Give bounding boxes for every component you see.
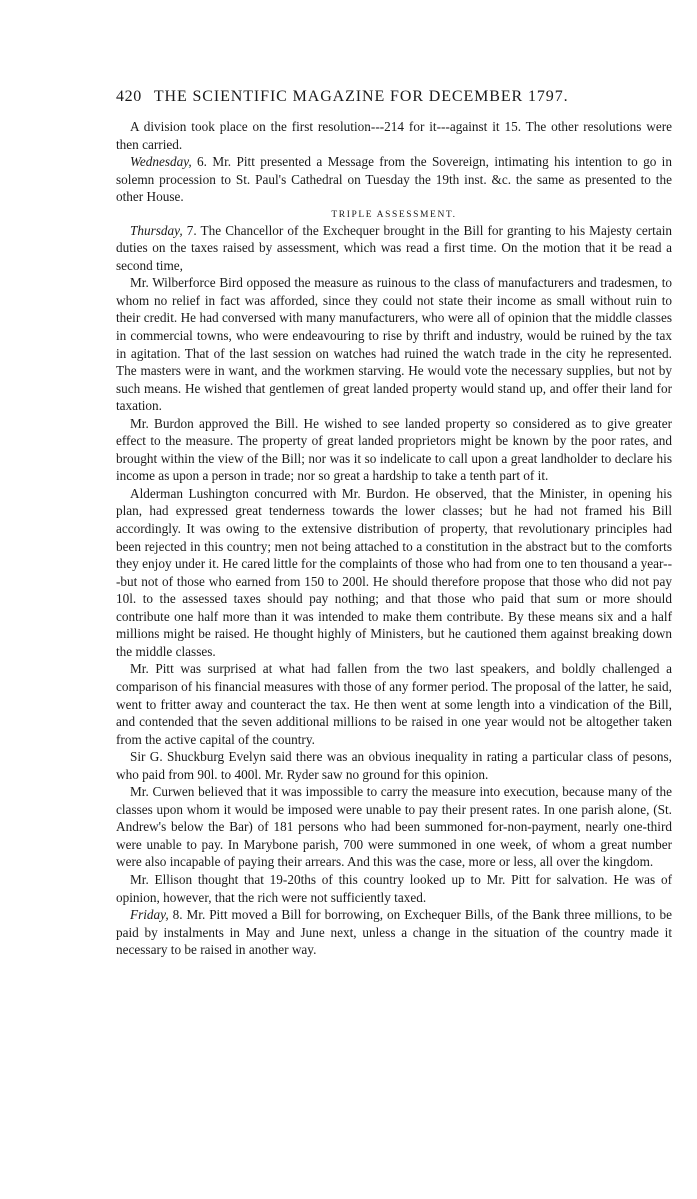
paragraph-curwen: Mr. Curwen believed that it was impossible to carry the measure into execution, because many of the classes upon whom it would be imposed were unable to pay their present rates. In one parish alone, (St. Andrew's below the Bar) of 181 persons who had been summoned for-non-payment, nearly one-third were unable to pay. In Marybone parish, 700 were summoned in one week, of whom a great number were also incapable of paying their arrears. And this was the case, more or less, all over the kingdom. (116, 784, 672, 870)
article-body (116, 118, 672, 959)
paragraph-thursday: Thursday, 7. The Chancellor of the Exchequer brought in the Bill for granting to his Majesty certain duties on the taxes raised by assessment, which was read a first time. On the motion that it be read a second time, (116, 222, 672, 273)
page-number: 420 (116, 88, 142, 105)
date-label: Wednesday, (130, 154, 192, 170)
section-heading: TRIPLE ASSESSMENT. (331, 209, 457, 220)
paragraph-pitt: Mr. Pitt was surprised at what had fallen from the two last speakers, and boldly challenged a comparison of his financial measures with those of any former period. The proposal of the latter, he said, went to fritter away and counteract the tax. He then went at some length into a vindication of the Bill, and contended that the seven additional millions to be raised in one year would not be altogether taken from the active capital of the country. (116, 661, 672, 747)
page (116, 88, 672, 959)
paragraph-wilberforce-bird: Mr. Wilberforce Bird opposed the measure as ruinous to the class of manufacturers and tradesmen, to whom no relief in fact was afforded, since they could not state their income as small without ruin to their credit. He had conversed with many manufacturers, who were all of opinion that the middle classes in commercial towns, who were endeavouring to rise by thrift and industry, would be ruined by the tax in agitation. That of the last session on watches had ruined the watch trade in the city he represented. The masters were in want, and the workmen starving. He would vote the necessary supplies, but not by such means. He wished that gentlemen of great landed property would stand up, and offer their land for taxation. (116, 275, 672, 414)
paragraph-ellison: Mr. Ellison thought that 19-20ths of this country looked up to Mr. Pitt for salvation. He was of opinion, however, that the rich were not sufficiently taxed. (116, 871, 672, 905)
date-label: Thursday, (130, 222, 183, 238)
paragraph-division: A division took place on the first resolution---214 for it---against it 15. The other resolutions were then carried. (116, 119, 672, 152)
running-title: THE SCIENTIFIC MAGAZINE FOR DECEMBER 1797. (153, 88, 569, 105)
running-head (116, 88, 672, 106)
paragraph-friday: Friday, 8. Mr. Pitt moved a Bill for borrowing, on Exchequer Bills, of the Bank three millions, to be paid by instalments in May and June next, unless a change in the situation of the country made it necessary to be raised in another way. (116, 907, 672, 958)
date-label: Friday, (130, 907, 169, 923)
paragraph-wednesday: Wednesday, 6. Mr. Pitt presented a Message from the Sovereign, intimating his intention to go in solemn procession to St. Paul's Cathedral on Tuesday the 19th inst. &c. the same as presented to the other House. (116, 154, 672, 205)
paragraph-burdon: Mr. Burdon approved the Bill. He wished to see landed property so considered as to give greater effect to the measure. The property of great landed proprietors might be known by the poor rates, and brought within the view of the Bill; nor was it so indelicate to call upon a great landholder to declare his income as upon a person in trade; nor so great a hardship to take a tenth part of it. (116, 415, 672, 484)
paragraph-evelyn: Sir G. Shuckburg Evelyn said there was an obvious inequality in rating a particular class of pesons, who paid from 90l. to 400l. Mr. Ryder saw no ground for this opinion. (116, 749, 672, 782)
paragraph-lushington: Alderman Lushington concurred with Mr. Burdon. He observed, that the Minister, in opening his plan, had expressed great tenderness towards the lower classes; but he had not framed his Bill accordingly. It was owing to the extensive distribution of property, that revolutionary principles had been rejected in this country; men not being attached to a constitution in the abstract but to the comforts they enjoy under it. He cared little for the complaints of those who had from one to ten thousand a year---but not of those who earned from 150 to 200l. He should therefore propose that those who did not pay 10l. to the assessed taxes should pay nothing; and that those who paid that sum or more should contribute one half more than it was intended to make them contribute. By these means six and a half millions might be raised. He thought highly of Ministers, but he cautioned them against breaking down the middle classes. (116, 485, 672, 659)
